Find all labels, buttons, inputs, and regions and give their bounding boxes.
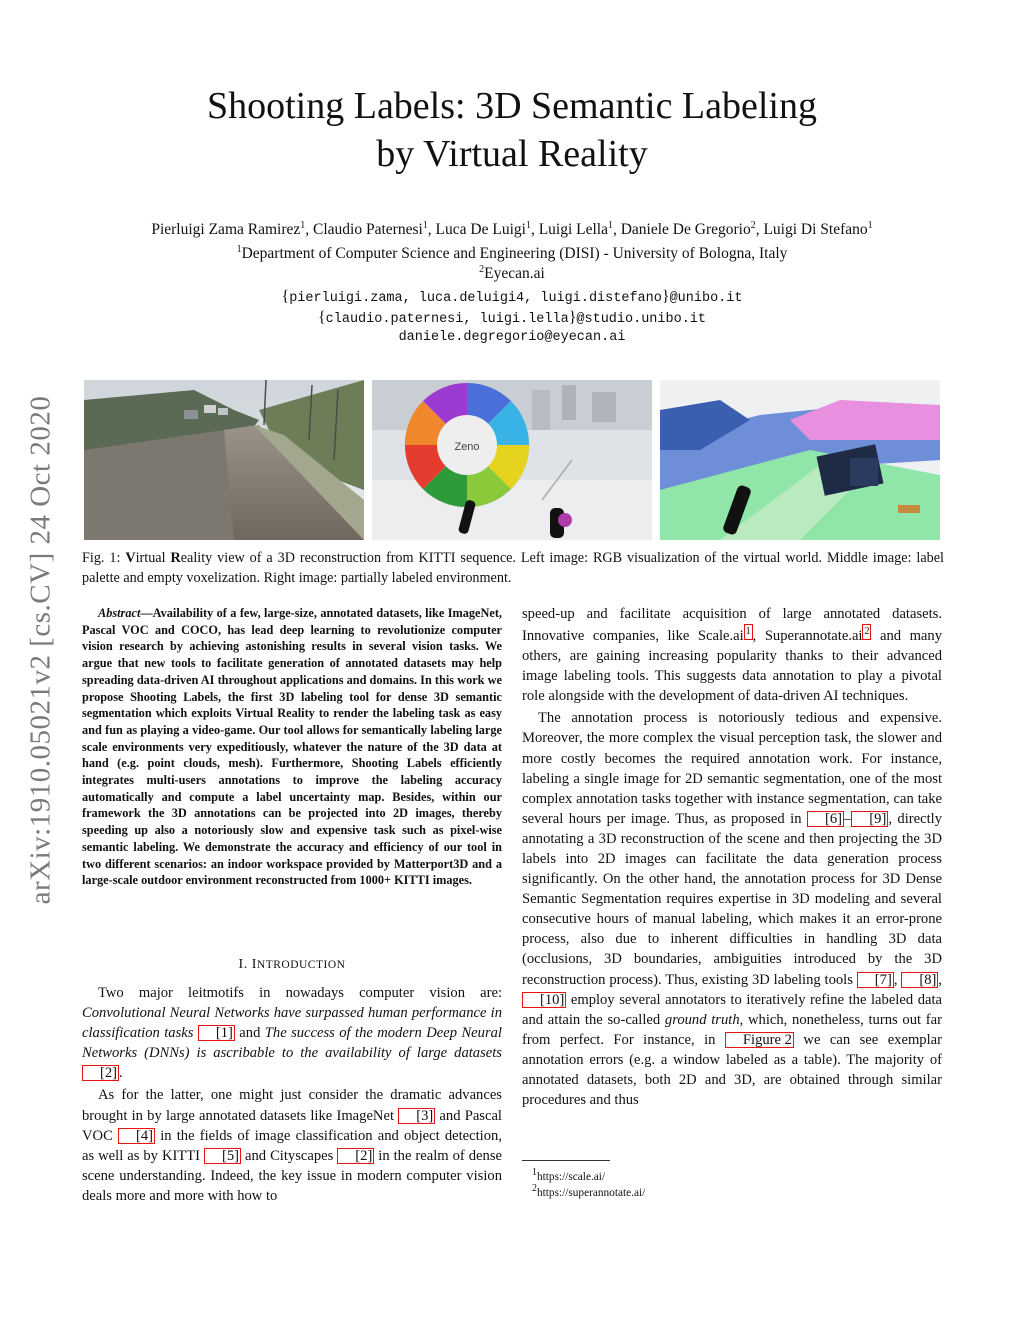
- intro-paragraph-2: [82, 1085, 502, 1206]
- citation-link[interactable]: [3]: [398, 1108, 435, 1124]
- figure-panel-labeled: [660, 380, 940, 540]
- caption-bold-r: R: [170, 550, 181, 566]
- citation-link[interactable]: [9]: [851, 811, 888, 827]
- text-run: .: [119, 1065, 123, 1082]
- text-run: The annotation process is notoriously tedious and expensive. Moreover, the more complex the visual perception task, the slower and more costly becomes the required annotation work. For instance, labeling a single image for 2D semantic segmentation, one of the most complex annotation tasks together with instance segmentation, can take several hours per image. Thus, as proposed in: [522, 710, 942, 827]
- author-list: Pierluigi Zama Ramirez$^1$, Claudio Paternesi$^1$, Luca De Luigi$^1$, Luigi Lella$^1$, Daniele De Gregorio$^2$, Luigi Di Stefano$^1$: [151, 219, 873, 238]
- email-names-2: claudio.paternesi, luigi.lella: [325, 312, 569, 327]
- citation-link[interactable]: [2]: [82, 1065, 119, 1081]
- footnote-link-1[interactable]: 1: [744, 624, 753, 640]
- citation-link[interactable]: [6]: [807, 811, 844, 827]
- footnote-rule: [522, 1160, 610, 1161]
- right-column: [522, 604, 942, 1110]
- figure-1-caption: [82, 548, 944, 588]
- section-heading-introduction: [82, 957, 502, 973]
- text-run: , Superannotate.ai: [752, 627, 863, 644]
- text-run: ,: [893, 971, 902, 988]
- affiliation-1: [0, 244, 1024, 264]
- labeled-scene-image: [660, 380, 940, 540]
- italic-text: Convolutional Neural Networks have surpassed human performance in classification tasks: [82, 1005, 502, 1042]
- text-run: ,: [938, 971, 943, 988]
- arxiv-identifier: [18, 360, 64, 940]
- affiliation-2-mark: 2: [479, 263, 485, 275]
- text-run: , which, nonetheless, turns out far from perfect. For instance, in: [522, 1011, 942, 1048]
- title-line-2: by Virtual Reality: [376, 133, 648, 175]
- figure-panel-palette: [372, 380, 652, 540]
- abstract: [82, 605, 502, 889]
- figure-2-link[interactable]: Figure 2: [725, 1032, 794, 1048]
- text-run: and: [234, 1025, 265, 1042]
- affiliation-2-text: Eyecan.ai: [484, 265, 545, 282]
- abstract-label: Abstract: [98, 606, 141, 620]
- citation-link[interactable]: [1]: [198, 1025, 235, 1041]
- figure-1-images: [84, 380, 940, 540]
- intro-left-column: [82, 983, 502, 1206]
- palette-center-label: Zeno: [454, 441, 480, 453]
- rgb-scene-image: [84, 380, 364, 540]
- author-affiliation-mark: 1: [607, 219, 613, 231]
- figure-panel-rgb: [84, 380, 364, 540]
- brace-close: }: [568, 309, 577, 326]
- author-name: Luca De Luigi: [435, 221, 526, 238]
- author-name: Pierluigi Zama Ramirez: [151, 221, 301, 238]
- brace-open: {: [317, 309, 326, 326]
- author-affiliation-mark: 1: [867, 219, 873, 231]
- author-affiliation-mark: 1: [525, 219, 531, 231]
- text-run: in the fields of image classification and object detection, as well as by KITTI: [82, 1127, 502, 1164]
- section-initial: I: [251, 957, 257, 972]
- text-run: –: [843, 810, 852, 827]
- caption-text: eality view of a 3D reconstruction from KITTI sequence. Left image: RGB visualization of the virtual world. Middle image: label palette and empty voxelization. Right image: partially labeled environment.: [82, 550, 944, 586]
- author-name: Luigi Lella: [538, 221, 608, 238]
- right-paragraph-2: [522, 708, 942, 1110]
- footnote-mark: 2: [532, 1183, 537, 1195]
- brace-open: {: [281, 288, 290, 305]
- text-run: speed-up and facilitate acquisition of large annotated datasets. Innovative companies, like Scale.ai: [522, 606, 942, 644]
- text-run: As for the latter, one might just consider the dramatic advances brought in by large annotated datasets like ImageNet: [82, 1087, 502, 1124]
- citation-link[interactable]: [4]: [118, 1128, 155, 1144]
- email-line-3: [0, 328, 1024, 348]
- footnote-mark: 1: [532, 1167, 537, 1179]
- italic-text: ground truth: [664, 1011, 740, 1028]
- footnote-1: [532, 1167, 606, 1185]
- text-run: in the realm of dense scene understanding. Indeed, the key issue in modern computer vision deals more and more with how to: [82, 1147, 502, 1204]
- affiliation-2: [0, 264, 1024, 284]
- label-palette-image: [372, 380, 652, 540]
- author-name: Luigi Di Stefano: [763, 221, 868, 238]
- citation-link[interactable]: [10]: [522, 992, 566, 1008]
- title-line-1: Shooting Labels: 3D Semantic Labeling: [206, 85, 817, 127]
- affiliation-1-mark: 1: [236, 243, 242, 255]
- author-affiliation-mark: 1: [422, 219, 428, 231]
- text-run: Two major leitmotifs in nowadays computer vision are:: [98, 985, 502, 1001]
- footnote-link-2[interactable]: 2: [862, 624, 871, 640]
- footnote-url[interactable]: https://scale.ai/: [537, 1171, 606, 1183]
- text-run: and Cityscapes: [241, 1147, 338, 1164]
- author-name: Claudio Paternesi: [313, 221, 423, 238]
- section-title-rest: NTRODUCTION: [256, 959, 346, 971]
- text-run: , directly annotating a 3D reconstruction of the scene and then projecting the 3D labels into 2D images can facilitate the data generation process significantly. On the other hand, the annotation process for 3D Dense Semantic Segmentation requires expertise in 3D modeling and several consecutive hours of manual labeling, which makes it an error-prone process, also due to inherent difficulties in handling 3D data (occlusions, 3D boundaries, ambiguities introduced by the 3D reconstruction process). Thus, existing 3D labeling tools: [522, 810, 942, 988]
- caption-bold-v: V: [125, 550, 136, 566]
- paper-title: [0, 82, 1024, 178]
- email-address-3: daniele.degregorio@eyecan.ai: [398, 330, 626, 345]
- author-affiliation-mark: 1: [300, 219, 306, 231]
- italic-text: The success of the modern Deep Neural Networks (DNNs) is ascribable to the availability of large datasets: [82, 1025, 502, 1062]
- footnote-2: [532, 1183, 646, 1201]
- text-run: and many others, are gaining increasing popularity thanks to their advanced image labeling tools. This suggests data annotation to play a pivotal role alongside with the development of data-driven AI techniques.: [522, 627, 942, 705]
- email-domain-1: @unibo.it: [669, 291, 743, 306]
- citation-link[interactable]: [5]: [204, 1148, 241, 1164]
- text-run: we can see exemplar annotation errors (e.g. a window labeled as a table). The majority of annotated datasets, both 2D and 3D, are obtained through similar procedures and thus: [522, 1031, 942, 1109]
- email-line-2: [0, 308, 1024, 330]
- author-affiliation-mark: 2: [750, 219, 756, 231]
- figure-label: Fig. 1:: [82, 550, 121, 566]
- author-name: Daniele De Gregorio: [620, 221, 751, 238]
- email-domain-2: @studio.unibo.it: [576, 312, 707, 327]
- affiliation-1-text: Department of Computer Science and Engineering (DISI) - University of Bologna, Italy: [241, 245, 788, 262]
- right-paragraph-1: [522, 604, 942, 706]
- abstract-text: —Availability of a few, large-size, annotated datasets, like ImageNet, Pascal VOC and COCO, has lead deep learning to revolutionize computer vision research by achieving astonishing results in several vision tasks. We argue that new tools to facilitate generation of annotated datasets may help spreading data-driven AI throughout applications and domains. In this work we propose Shooting Labels, the first 3D labeling tool for dense 3D semantic segmentation which exploits Virtual Reality to render the labeling task as easy and fun as playing a video-game. Our tool allows for semantically labeling large scale environments very expeditiously, whatever the nature of the 3D data at hand (e.g. point clouds, mesh). Furthermore, Shooting Labels efficiently integrates multi-users annotations to improve the labeling accuracy automatically and compute a label uncertainty map. Besides, within our framework the 3D annotations can be projected into 2D images, thereby speeding up also a notoriously slow and expensive task such as pixel-wise semantic labeling. We demonstrate the accuracy and efficiency of our tool in two different scenarios: an indoor workspace provided by Matterport3D and a large-scale outdoor environment reconstructed from 1000+ KITTI images.: [82, 606, 502, 888]
- footnote-url[interactable]: https://superannotate.ai/: [537, 1187, 646, 1199]
- text-run: and Pascal VOC: [82, 1107, 502, 1144]
- intro-paragraph-1: [82, 983, 502, 1083]
- arxiv-identifier-text: arXiv:1910.05021v2 [cs.CV] 24 Oct 2020: [24, 395, 57, 905]
- citation-link[interactable]: [2]: [337, 1148, 374, 1164]
- section-number: I.: [238, 957, 252, 972]
- text-run: employ several annotators to iteratively refine the labeled data and attain the so-called: [522, 991, 942, 1028]
- email-names-1: pierluigi.zama, luca.deluigi4, luigi.distefano: [289, 291, 662, 306]
- caption-irtual: irtual: [135, 550, 171, 566]
- citation-link[interactable]: [8]: [901, 972, 938, 988]
- email-line-1: [0, 287, 1024, 309]
- citation-link[interactable]: [7]: [857, 972, 894, 988]
- brace-close: }: [661, 288, 670, 305]
